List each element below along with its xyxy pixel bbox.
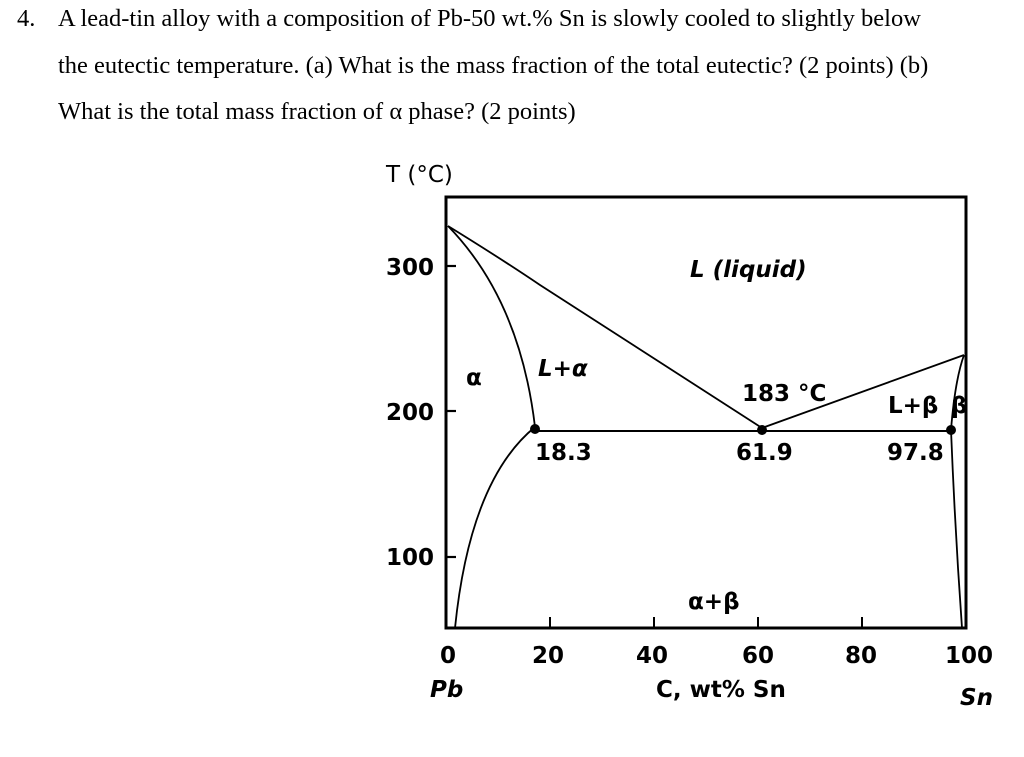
x-tick-label-40: 40 [636,643,669,669]
eutectic-point-alpha [530,424,540,434]
x-end-label-pb: Pb [430,677,464,703]
question-number: 4. [17,5,36,32]
eutectic-point-beta [946,425,956,435]
x-end-label-sn: Sn [960,685,993,711]
y-tick-label-200: 200 [386,400,435,426]
composition-label-18-3: 18.3 [535,440,592,466]
y-axis-title: T (°C) [386,162,453,188]
phase-boundaries [448,226,964,628]
composition-label-97-8: 97.8 [887,440,944,466]
solidus-alpha [448,226,535,427]
region-liquid-label: L (liquid) [690,257,807,283]
question-line-2: the eutectic temperature. (a) What is the mass fraction of the total eutectic? (2 points) (b) [58,52,929,79]
x-tick-label-100: 100 [945,643,994,669]
x-axis-title: C, wt% Sn [656,677,786,703]
solvus-alpha [455,427,535,628]
region-l-beta-label: L+β [888,393,939,419]
x-tick-label-20: 20 [532,643,565,669]
x-tick-label-60: 60 [742,643,775,669]
x-tick-label-0: 0 [440,643,457,669]
x-tick-label-80: 80 [845,643,878,669]
eutectic-temperature-label: 183 °C [742,381,827,407]
region-alpha-label: α [466,365,482,391]
region-alpha-beta-label: α+β [688,589,740,615]
y-tick-label-100: 100 [386,545,435,571]
x-axis-ticks [550,617,862,628]
eutectic-point-eutectic [757,425,767,435]
question-line-3: What is the total mass fraction of α phase? (2 points) [58,98,576,125]
composition-label-61-9: 61.9 [736,440,793,466]
question-line-1: A lead-tin alloy with a composition of Pb-50 wt.% Sn is slowly cooled to slightly below [58,5,921,32]
region-l-alpha-label: L+α [538,356,588,382]
region-beta-label: β [951,393,968,419]
y-tick-label-300: 300 [386,255,435,281]
solvus-beta [951,430,962,628]
